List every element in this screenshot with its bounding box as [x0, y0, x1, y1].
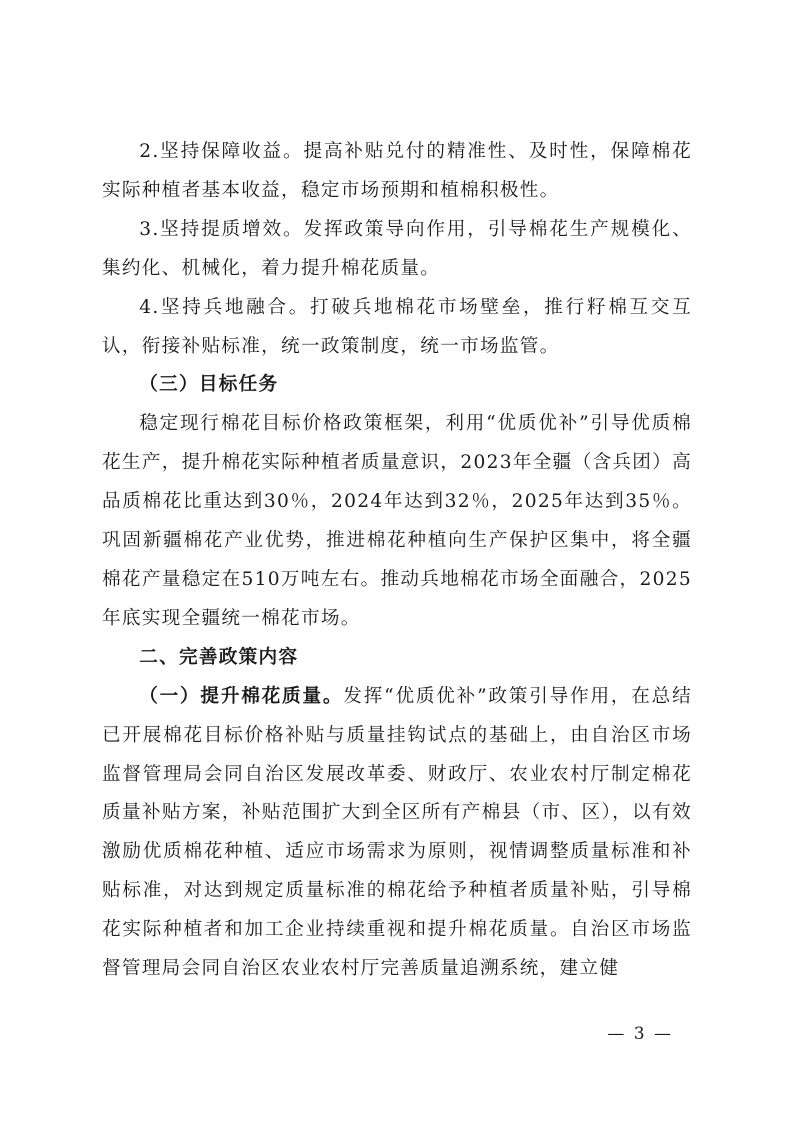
- paragraph-quality: [102, 678, 692, 989]
- paragraph-targets: 稳定现行棉花目标价格政策框架，利用“优质优补”引导优质棉花生产，提升棉花实际种植者质量意识，2023年全疆（含兵团）高品质棉花比重达到30％，2024年达到32％，2025年达到35％。巩固新疆棉花产业优势，推进棉花种植向生产保护区集中，将全疆棉花产量稳定在510万吨左右。推动兵地棉花市场全面融合，2025年底实现全疆统一棉花市场。: [102, 413, 692, 629]
- paragraph-principle-4: 4.坚持兵地融合。打破兵地棉花市场壁垒，推行籽棉互交互认，衔接补贴标准，统一政策制度，统一市场监管。: [102, 296, 692, 357]
- document-body: [102, 133, 692, 989]
- paragraph-quality-lead: （一）提升棉花质量。: [139, 685, 344, 707]
- page-number: — 3 —: [607, 1024, 673, 1044]
- paragraph-principle-3: 3.坚持提质增效。发挥政策导向作用，引导棉花生产规模化、集约化、机械化，着力提升棉花质量。: [102, 218, 692, 279]
- section-heading-policy: 二、完善政策内容: [139, 646, 299, 668]
- paragraph-principle-2: 2.坚持保障收益。提高补贴兑付的精准性、及时性，保障棉花实际种植者基本收益，稳定市场预期和植棉积极性。: [102, 141, 692, 201]
- section-heading-targets: （三）目标任务: [139, 374, 279, 396]
- paragraph-quality-body: 发挥“优质优补”政策引导作用，在总结已开展棉花目标价格补贴与质量挂钩试点的基础上，由自治区市场监督管理局会同自治区发展改革委、财政厅、农业农村厅制定棉花质量补贴方案，补贴范围扩大到全区所有产棉县（市、区），以有效激励优质棉花种植、适应市场需求为原则，视情调整质量标准和补贴标准，对达到规定质量标准的棉花给予种植者质量补贴，引导棉花实际种植者和加工企业持续重视和提升棉花质量。自治区市场监督管理局会同自治区农业农村厅完善质量追溯系统，建立健: [102, 685, 692, 980]
